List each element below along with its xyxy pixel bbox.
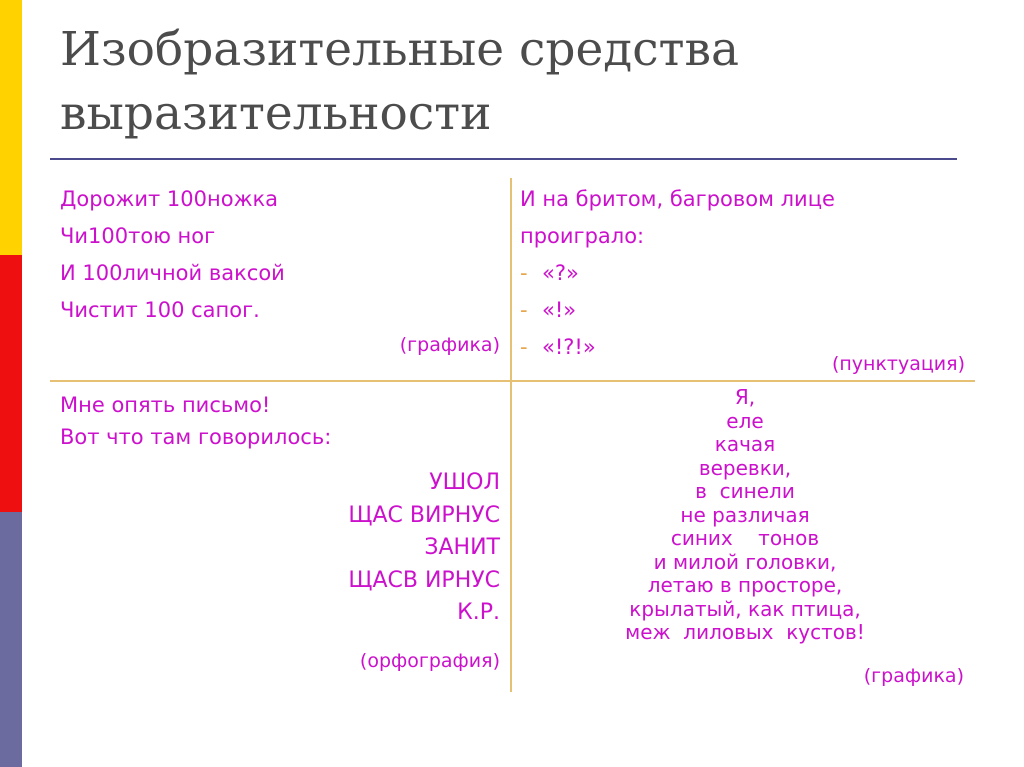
- quadrant-graphics-bottom-right: [560, 386, 930, 645]
- poem-line: качая: [714, 432, 776, 456]
- poem-line: Чи100тою ног: [60, 224, 216, 248]
- poem-line: И на бритом, багровом лице: [520, 187, 835, 211]
- list-item: [520, 255, 835, 292]
- note-line: ЗАНИТ: [424, 535, 500, 560]
- sidebar-yellow-bar: [0, 0, 22, 255]
- note-line: ЩАС ВИРНУС: [348, 502, 500, 528]
- color-sidebar: [0, 0, 22, 767]
- list-item-text: «!»: [542, 298, 577, 322]
- poem-line: И 100личной ваксой: [60, 261, 285, 285]
- poem-line: синих тонов: [670, 526, 820, 550]
- caption-graphics-2: (графика): [863, 665, 964, 687]
- poem-line: и милой головки,: [653, 549, 837, 574]
- poem-line: летаю в просторе,: [647, 573, 843, 597]
- poem-line: Я,: [734, 385, 756, 409]
- letter-line: Вот что там говорилось:: [60, 425, 332, 449]
- vertical-divider: [510, 178, 512, 692]
- note-line: УШОЛ: [429, 470, 500, 495]
- slide-title: [60, 18, 990, 146]
- caption-punctuation: (пунктуация): [831, 353, 965, 375]
- title-line-2: выразительности: [60, 86, 492, 141]
- note-line: ЩАСВ ИРНУС: [348, 567, 500, 593]
- note-block: [60, 467, 500, 630]
- poem-line: Чистит 100 сапог.: [60, 298, 260, 322]
- dash-bullet: -: [520, 298, 528, 322]
- quadrant-orthography: [60, 389, 500, 630]
- dash-bullet: -: [520, 261, 528, 285]
- quadrant-punctuation: [520, 181, 835, 366]
- poem-line: крылатый, как птица,: [629, 596, 861, 621]
- caption-graphics-1: (графика): [399, 334, 500, 356]
- poem-line: проиграло:: [520, 224, 645, 248]
- title-underline: [50, 158, 957, 160]
- poem-line: не различая: [680, 502, 810, 527]
- horizontal-divider: [50, 380, 975, 382]
- poem-line: в синели: [695, 479, 795, 503]
- list-item-text: «!?!»: [542, 335, 596, 359]
- sidebar-blue-bar: [0, 512, 22, 767]
- poem-line: еле: [726, 408, 764, 433]
- note-line: К.Р.: [457, 600, 500, 625]
- poem-line: меж лиловых кустов!: [625, 620, 865, 644]
- title-line-1: Изобразительные средства: [60, 22, 739, 77]
- poem-line: Дорожит 100ножка: [60, 187, 279, 211]
- dash-bullet: -: [520, 335, 528, 359]
- poem-line: веревки,: [698, 455, 792, 480]
- list-item: [520, 292, 835, 329]
- quadrant-graphics-top-left: [60, 181, 285, 329]
- list-item-text: «?»: [542, 261, 579, 285]
- sidebar-red-bar: [0, 255, 22, 512]
- caption-orthography: (орфография): [359, 650, 500, 672]
- letter-line: Мне опять письмо!: [60, 393, 271, 417]
